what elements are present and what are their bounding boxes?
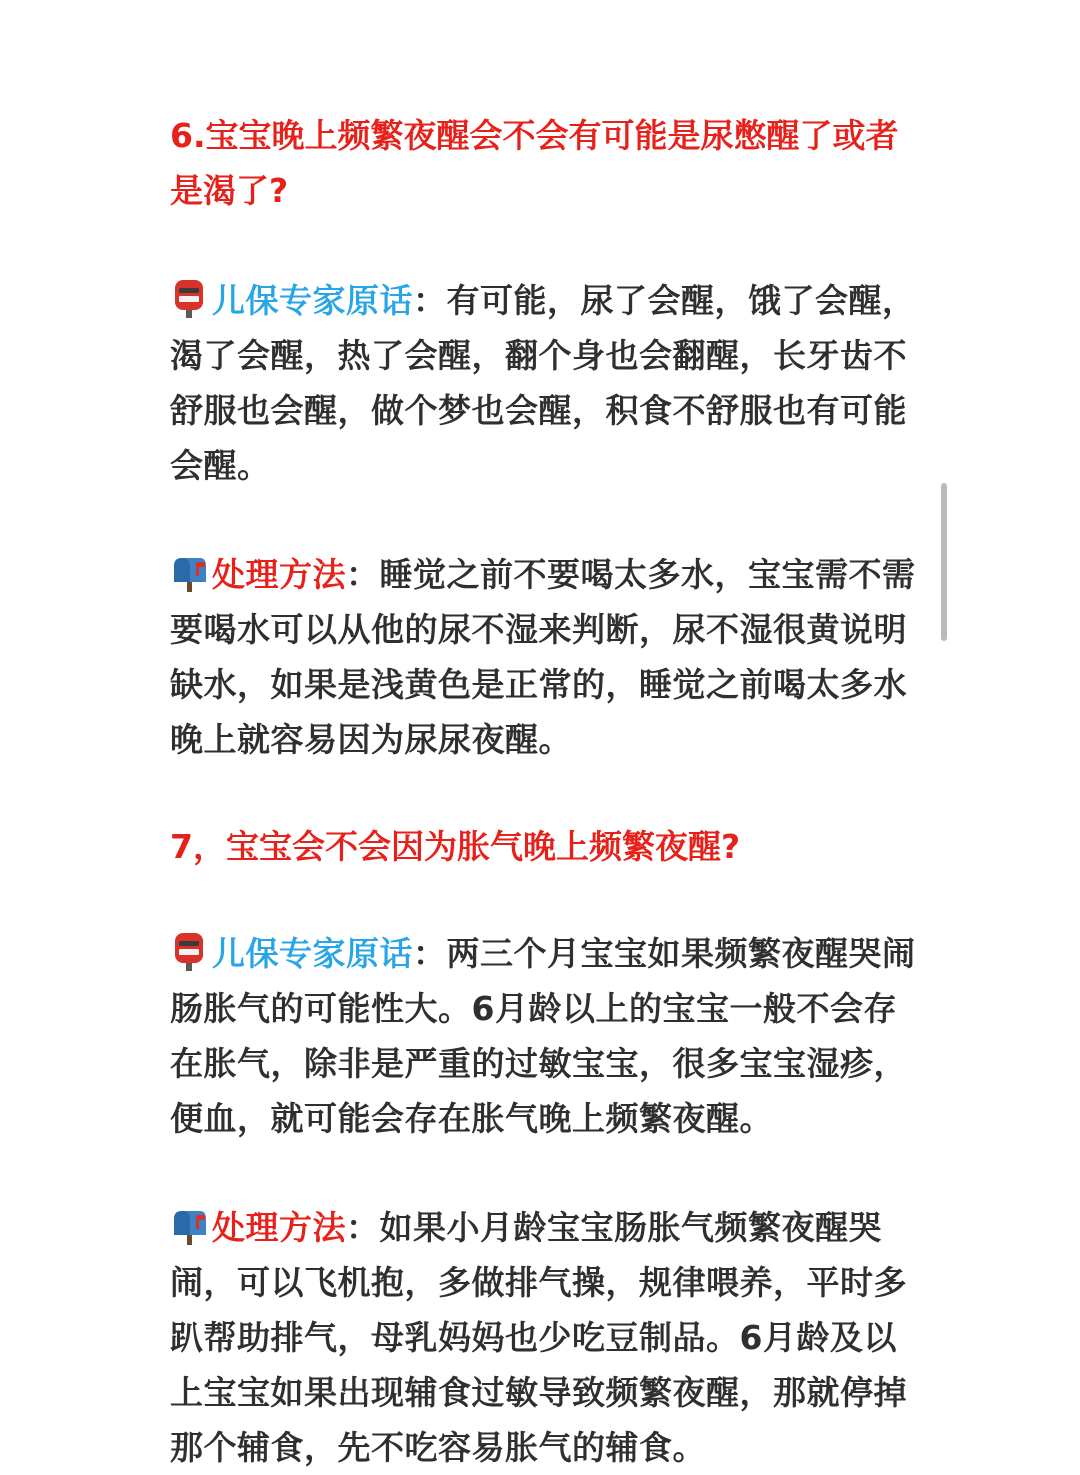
expert-colon: ： (413, 934, 447, 973)
method-label: 处理方法 (212, 1208, 346, 1247)
scrollbar[interactable] (941, 483, 947, 641)
article-content (170, 108, 920, 1475)
question-7-method-paragraph (170, 1200, 920, 1475)
mailbox-icon (170, 1205, 208, 1245)
question-7-title: 7，宝宝会不会因为胀气晚上频繁夜醒? (170, 827, 741, 866)
expert-text: 两三个月宝宝如果频繁夜醒哭闹肠胀气的可能性大。6月龄以上的宝宝一般不会存在胀气，除非是严重的过敏宝宝，很多宝宝湿疹，便血，就可能会存在胀气晚上频繁夜醒。 (170, 934, 916, 1138)
expert-label: 儿保专家原话 (212, 281, 413, 320)
postbox-icon (170, 278, 208, 318)
question-7-expert-paragraph (170, 926, 920, 1146)
method-text: 睡觉之前不要喝太多水，宝宝需不需要喝水可以从他的尿不湿来判断，尿不湿很黄说明缺水，如果是浅黄色是正常的，睡觉之前喝太多水晚上就容易因为尿尿夜醒。 (170, 555, 916, 759)
postbox-icon (170, 931, 208, 971)
method-text: 如果小月龄宝宝肠胀气频繁夜醒哭闹，可以飞机抱，多做排气操，规律喂养，平时多趴帮助排气，母乳妈妈也少吃豆制品。6月龄及以上宝宝如果出现辅食过敏导致频繁夜醒，那就停掉那个辅食，先不吃容易胀气的辅食。 (170, 1208, 907, 1467)
method-colon: ： (346, 555, 380, 594)
expert-text: 有可能，尿了会醒，饿了会醒，渴了会醒，热了会醒，翻个身也会翻醒，长牙齿不舒服也会醒，做个梦也会醒，积食不舒服也有可能会醒。 (170, 281, 916, 485)
expert-colon: ： (413, 281, 447, 320)
question-6-method-paragraph (170, 547, 920, 767)
question-6-expert-paragraph (170, 273, 920, 493)
mailbox-icon (170, 552, 208, 592)
expert-label: 儿保专家原话 (212, 934, 413, 973)
method-label: 处理方法 (212, 555, 346, 594)
question-6-title: 6.宝宝晚上频繁夜醒会不会有可能是尿憋醒了或者是渴了? (170, 116, 899, 210)
method-colon: ： (346, 1208, 380, 1247)
